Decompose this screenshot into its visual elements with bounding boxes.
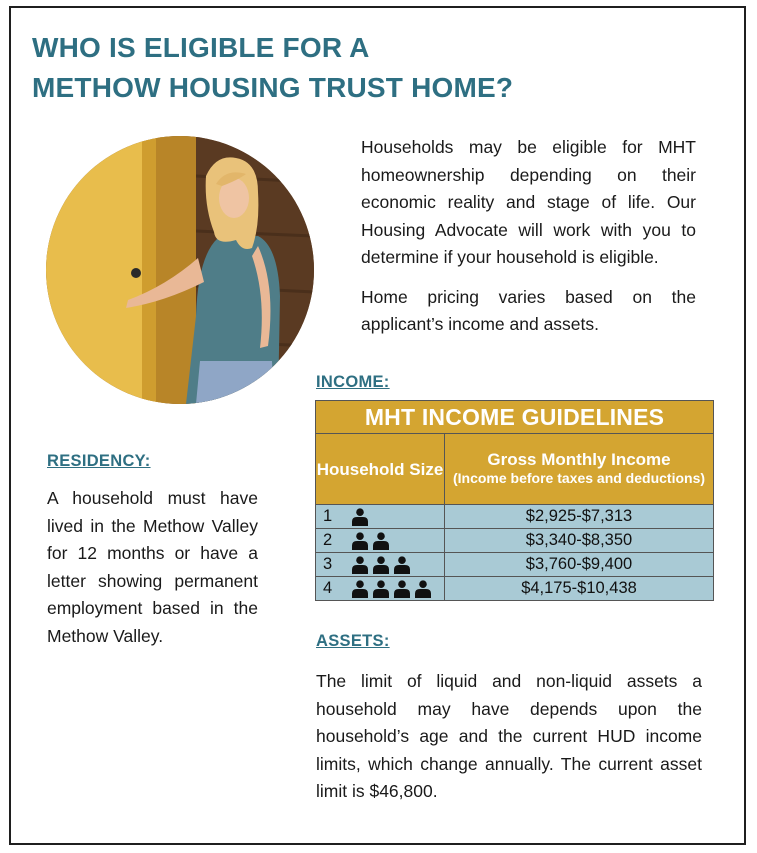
household-size-cell xyxy=(316,529,445,553)
residency-heading: RESIDENCY: xyxy=(47,452,151,470)
household-size-cell xyxy=(316,577,445,601)
page-title-line-2: METHOW HOUSING TRUST HOME? xyxy=(32,72,514,103)
assets-heading: ASSETS: xyxy=(316,632,390,650)
income-guidelines-table xyxy=(315,400,714,601)
table-row xyxy=(316,577,714,601)
intro-paragraph-1: Households may be eligible for MHT homeownership depending on their economic reality and stage of life. Our Housing Advocate will work with you to determine if your household is eligible. xyxy=(361,137,696,267)
intro-section xyxy=(361,134,696,339)
person-icon xyxy=(350,532,370,550)
people-icons xyxy=(350,508,370,526)
person-icon xyxy=(392,556,412,574)
table-row xyxy=(316,505,714,529)
gross-monthly-income-note: (Income before taxes and deductions) xyxy=(452,470,706,486)
household-size-cell xyxy=(316,553,445,577)
person-icon xyxy=(371,532,391,550)
household-size-number: 3 xyxy=(323,555,333,573)
household-size-number: 2 xyxy=(323,531,333,549)
people-icons xyxy=(350,532,391,550)
person-icon xyxy=(350,580,370,598)
person-icon xyxy=(350,508,370,526)
page-title-line-1: WHO IS ELIGIBLE FOR A xyxy=(32,32,370,63)
people-icons xyxy=(350,580,433,598)
person-icon xyxy=(371,556,391,574)
gross-monthly-income-label: Gross Monthly Income xyxy=(487,450,671,469)
income-range-cell: $2,925-$7,313 xyxy=(445,505,714,529)
person-icon xyxy=(392,580,412,598)
table-row xyxy=(316,529,714,553)
people-icons xyxy=(350,556,412,574)
income-heading: INCOME: xyxy=(316,373,390,391)
residency-text: A household must have lived in the Methow Valley for 12 months or have a letter showing permanent employment based in the Methow Valley. xyxy=(47,488,258,646)
person-icon xyxy=(350,556,370,574)
person-icon xyxy=(413,580,433,598)
household-size-cell xyxy=(316,505,445,529)
intro-paragraph-2: Home pricing varies based on the applicant’s income and assets. xyxy=(361,286,696,334)
page-title xyxy=(32,28,513,108)
person-icon xyxy=(371,580,391,598)
income-table-caption: MHT INCOME GUIDELINES xyxy=(316,401,714,434)
assets-text: The limit of liquid and non-liquid assets a household may have depends upon the household’s age and the current HUD income limits, which change annually. The current asset limit is $46,800. xyxy=(316,671,702,801)
income-range-cell: $3,760-$9,400 xyxy=(445,553,714,577)
household-size-number: 1 xyxy=(323,507,333,525)
income-range-cell: $4,175-$10,438 xyxy=(445,577,714,601)
housing-advocate-photo xyxy=(46,136,314,404)
household-size-header: Household Size xyxy=(316,434,445,505)
income-range-cell: $3,340-$8,350 xyxy=(445,529,714,553)
gross-monthly-income-header xyxy=(445,434,714,505)
table-row xyxy=(316,553,714,577)
household-size-number: 4 xyxy=(323,579,333,597)
